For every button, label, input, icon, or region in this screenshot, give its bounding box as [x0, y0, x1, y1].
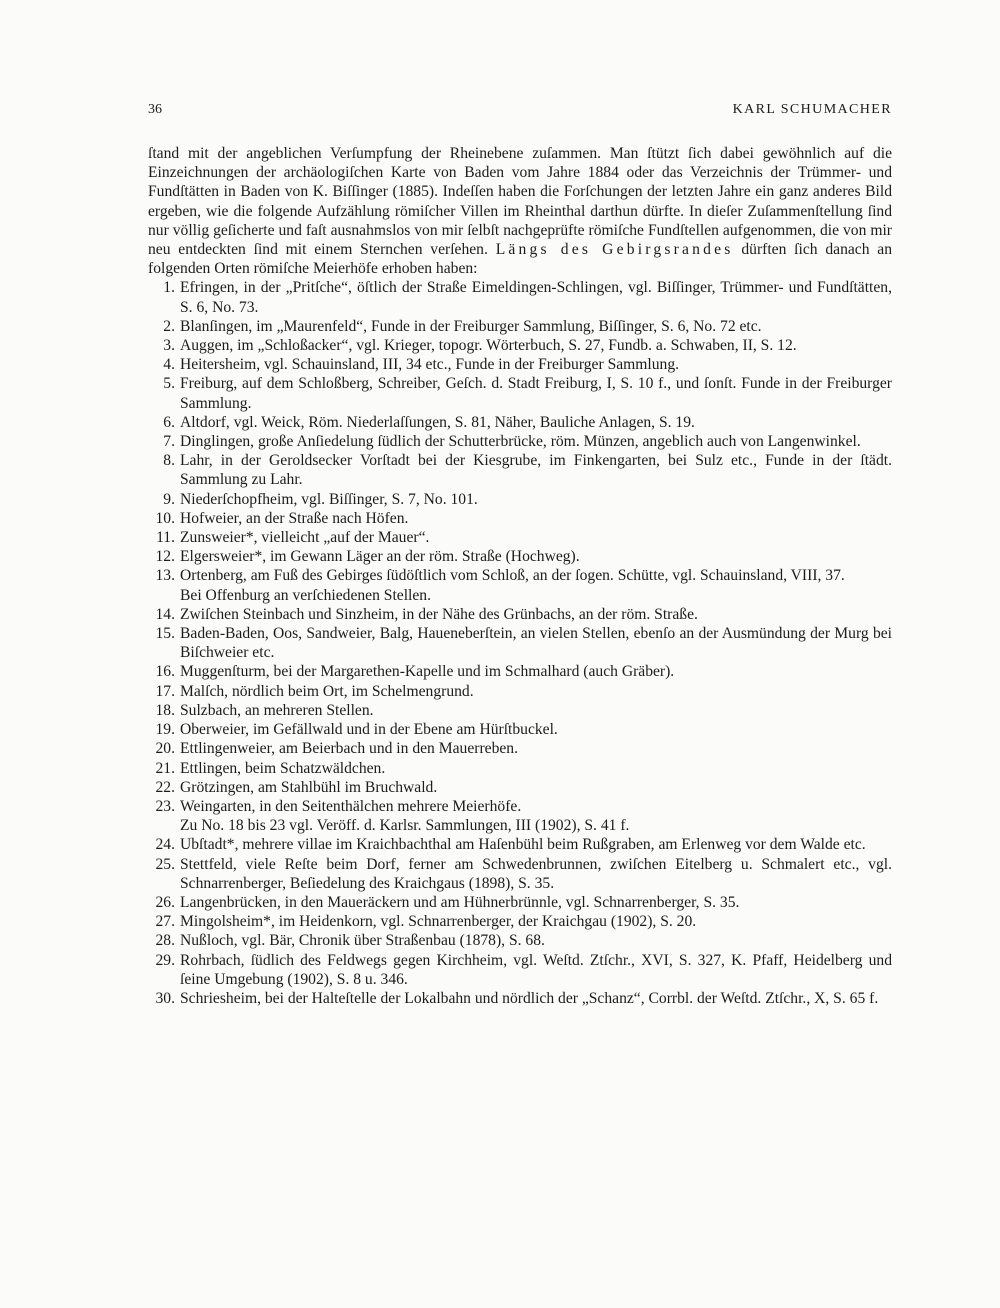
item-number: 16. [155, 663, 175, 681]
list-item [148, 278, 892, 316]
page-number: 36 [148, 102, 162, 117]
item-number: 26. [155, 893, 175, 911]
intro-spaced-phrase: Längs des Gebirgsrandes [495, 241, 734, 259]
item-number: 28. [155, 932, 175, 950]
item-number: 18. [155, 701, 175, 719]
item-text: Ettlingen, beim Schatzwäldchen. [180, 759, 386, 777]
item-number: 5. [163, 375, 175, 393]
item-text: Ubſtadt*, mehrere villae im Kraichbachthal am Haſenbühl beim Rußgraben, am Erlenweg vor dem Walde etc. [180, 836, 866, 854]
running-head-author: KARL SCHUMACHER [732, 102, 892, 117]
item-number: 11. [156, 529, 175, 547]
item-text: Bei Offenburg an verſchiedenen Stellen. [180, 586, 432, 604]
list-item [148, 662, 892, 681]
item-text: Blanſingen, im „Maurenfeld“, Funde in der Freiburger Sammlung, Biſſinger, S. 6, No. 72 etc. [180, 317, 762, 335]
item-number: 30. [155, 989, 175, 1007]
item-number: 1. [163, 279, 175, 297]
running-head [148, 102, 892, 122]
item-number: 13. [155, 567, 175, 585]
item-number: 29. [155, 951, 175, 969]
list-item [148, 989, 892, 1008]
item-text: Lahr, in der Geroldsecker Vorſtadt bei der Kiesgrube, im Finkengarten, bei Sulz etc., Funde in der ſtädt. Sammlung zu Lahr. [180, 452, 892, 489]
item-number: 2. [163, 317, 175, 335]
list-item [148, 951, 892, 989]
item-text: Ettlingenweier, am Beierbach und in den Mauerreben. [180, 740, 518, 758]
item-number: 4. [163, 356, 175, 374]
item-number: 24. [155, 836, 175, 854]
list-item [148, 566, 892, 585]
item-text: Heitersheim, vgl. Schauinsland, III, 34 etc., Funde in der Freiburger Sammlung. [180, 356, 680, 374]
intro-paragraph [148, 144, 892, 278]
intro-text: ſtand mit der angeblichen Verſumpfung der Rheinebene zuſammen. Man ſtützt ſich dabei gewöhnlich auf die Einzeichnungen der archäologiſchen Karte von Baden vom Jahre 1884 oder das Verzeichnis der Trümmer- und Fundſtätten in Baden von K. Biſſinger (1885). Indeſſen haben die Forſchungen der letzten Jahre ein ganz anderes Bild ergeben, wie die folgende Aufzählung römiſcher Villen im Rheinthal darthun dürfte. In dieſer Zuſammenſtellung ſind nur völlig geſicherte und faſt ausnahmslos von mir ſelbſt nachgeprüfte römiſche Fundſtellen aufgenommen, die von mir neu entdeckten ſind mit einem Sternchen verſehen. [148, 145, 892, 259]
item-number: 14. [155, 605, 175, 623]
list-note [148, 816, 892, 835]
item-number: 17. [155, 682, 175, 700]
item-text: Efringen, in der „Pritſche“, öſtlich der Straße Eimeldingen-Schlingen, vgl. Biſſinger, Trümmer- und Fundſtätten, S. 6, No. 73. [180, 279, 892, 316]
intro-tail: dürften ſich danach an folgenden Orten römiſche Meierhöfe erhoben haben: [148, 241, 893, 278]
list-item [148, 720, 892, 739]
list-item [148, 778, 892, 797]
list-item [148, 451, 892, 489]
item-text: Schriesheim, bei der Halteſtelle der Lokalbahn und nördlich der „Schanz“, Corrbl. der Weſtd. Ztſchr., X, S. 65 f. [180, 989, 879, 1007]
item-text: Malſch, nördlich beim Ort, im Schelmengrund. [180, 682, 474, 700]
list-item [148, 490, 892, 509]
item-text: Ortenberg, am Fuß des Gebirges ſüdöſtlich vom Schloß, an der ſogen. Schütte, vgl. Schauinsland, VIII, 37. [180, 567, 845, 585]
item-text: Sulzbach, an mehreren Stellen. [180, 701, 374, 719]
site-list [148, 278, 892, 1008]
item-text: Oberweier, im Gefällwald und in der Ebene am Hürſtbuckel. [180, 721, 558, 739]
item-text: Elgersweier*, im Gewann Läger an der röm. Straße (Hochweg). [180, 548, 580, 566]
list-item [148, 547, 892, 566]
item-text: Altdorf, vgl. Weick, Röm. Niederlaſſungen, S. 81, Näher, Bauliche Anlagen, S. 19. [180, 413, 695, 431]
list-item [148, 413, 892, 432]
item-number: 23. [155, 797, 175, 815]
item-number: 9. [163, 490, 175, 508]
list-item [148, 893, 892, 912]
item-text: Nußloch, vgl. Bär, Chronik über Straßenbau (1878), S. 68. [180, 932, 545, 950]
item-number: 6. [163, 413, 175, 431]
item-text: Freiburg, auf dem Schloßberg, Schreiber, Geſch. d. Stadt Freiburg, I, S. 10 f., und ſonſt. Funde in der Freiburger Sammlung. [180, 375, 892, 412]
item-text: Weingarten, in den Seitenthälchen mehrere Meierhöfe. [180, 797, 522, 815]
list-item [148, 701, 892, 720]
item-number: 27. [155, 913, 175, 931]
list-item [148, 797, 892, 816]
item-text: Hofweier, an der Straße nach Höfen. [180, 509, 409, 527]
list-item [148, 355, 892, 374]
list-item [148, 605, 892, 624]
list-item [148, 317, 892, 336]
list-item [148, 432, 892, 451]
list-item [148, 739, 892, 758]
list-item [148, 336, 892, 355]
list-item [148, 682, 892, 701]
list-item [148, 374, 892, 412]
item-text: Stettfeld, viele Reſte beim Dorf, ferner am Schwedenbrunnen, zwiſchen Eitelberg u. Schmalert etc., vgl. Schnarrenberger, Beſiedelung des Kraichgaus (1898), S. 35. [180, 855, 892, 892]
item-number: 3. [163, 337, 175, 355]
item-number: 7. [163, 433, 175, 451]
list-item [148, 912, 892, 931]
body-text [148, 144, 892, 1008]
item-text: Auggen, im „Schloßacker“, vgl. Krieger, topogr. Wörterbuch, S. 27, Fundb. a. Schwaben, II, S. 12. [180, 337, 797, 355]
item-text: Langenbrücken, in den Maueräckern und am Hühnerbrünnle, vgl. Schnarrenberger, S. 35. [180, 893, 740, 911]
list-item [148, 624, 892, 662]
list-item [148, 759, 892, 778]
item-text: Mingolsheim*, im Heidenkorn, vgl. Schnarrenberger, der Kraichgau (1902), S. 20. [180, 913, 697, 931]
item-text: Niederſchopfheim, vgl. Biſſinger, S. 7, No. 101. [180, 490, 478, 508]
item-text: Zunsweier*, vielleicht „auf der Mauer“. [180, 529, 430, 547]
list-item [148, 509, 892, 528]
item-number: 10. [155, 509, 175, 527]
item-number: 12. [155, 548, 175, 566]
item-text: Dinglingen, große Anſiedelung ſüdlich der Schutterbrücke, röm. Münzen, angeblich auch von Langenwinkel. [180, 433, 861, 451]
list-item [148, 855, 892, 893]
item-text: Muggenſturm, bei der Margarethen-Kapelle und im Schmalhard (auch Gräber). [180, 663, 675, 681]
list-item [148, 528, 892, 547]
item-text: Grötzingen, am Stahlbühl im Bruchwald. [180, 778, 438, 796]
list-item [148, 835, 892, 854]
item-number: 19. [155, 721, 175, 739]
item-text: Baden-Baden, Oos, Sandweier, Balg, Haueneberſtein, an vielen Stellen, ebenſo an der Ausmündung der Murg bei Biſchweier etc. [180, 625, 892, 662]
item-number: 21. [155, 759, 175, 777]
item-number: 15. [155, 625, 175, 643]
item-number: 22. [155, 778, 175, 796]
item-text: Zwiſchen Steinbach und Sinzheim, in der Nähe des Grünbachs, an der röm. Straße. [180, 605, 698, 623]
item-text: Rohrbach, ſüdlich des Feldwegs gegen Kirchheim, vgl. Weſtd. Ztſchr., XVI, S. 327, K. Pfaff, Heidelberg und ſeine Umgebung (1902), S. 8 u. 346. [180, 951, 892, 988]
list-item [148, 931, 892, 950]
item-number: 25. [155, 855, 175, 873]
item-number: 8. [163, 452, 175, 470]
item-number: 20. [155, 740, 175, 758]
item-text: Zu No. 18 bis 23 vgl. Veröff. d. Karlsr. Sammlungen, III (1902), S. 41 f. [180, 817, 630, 835]
list-note [148, 586, 892, 605]
